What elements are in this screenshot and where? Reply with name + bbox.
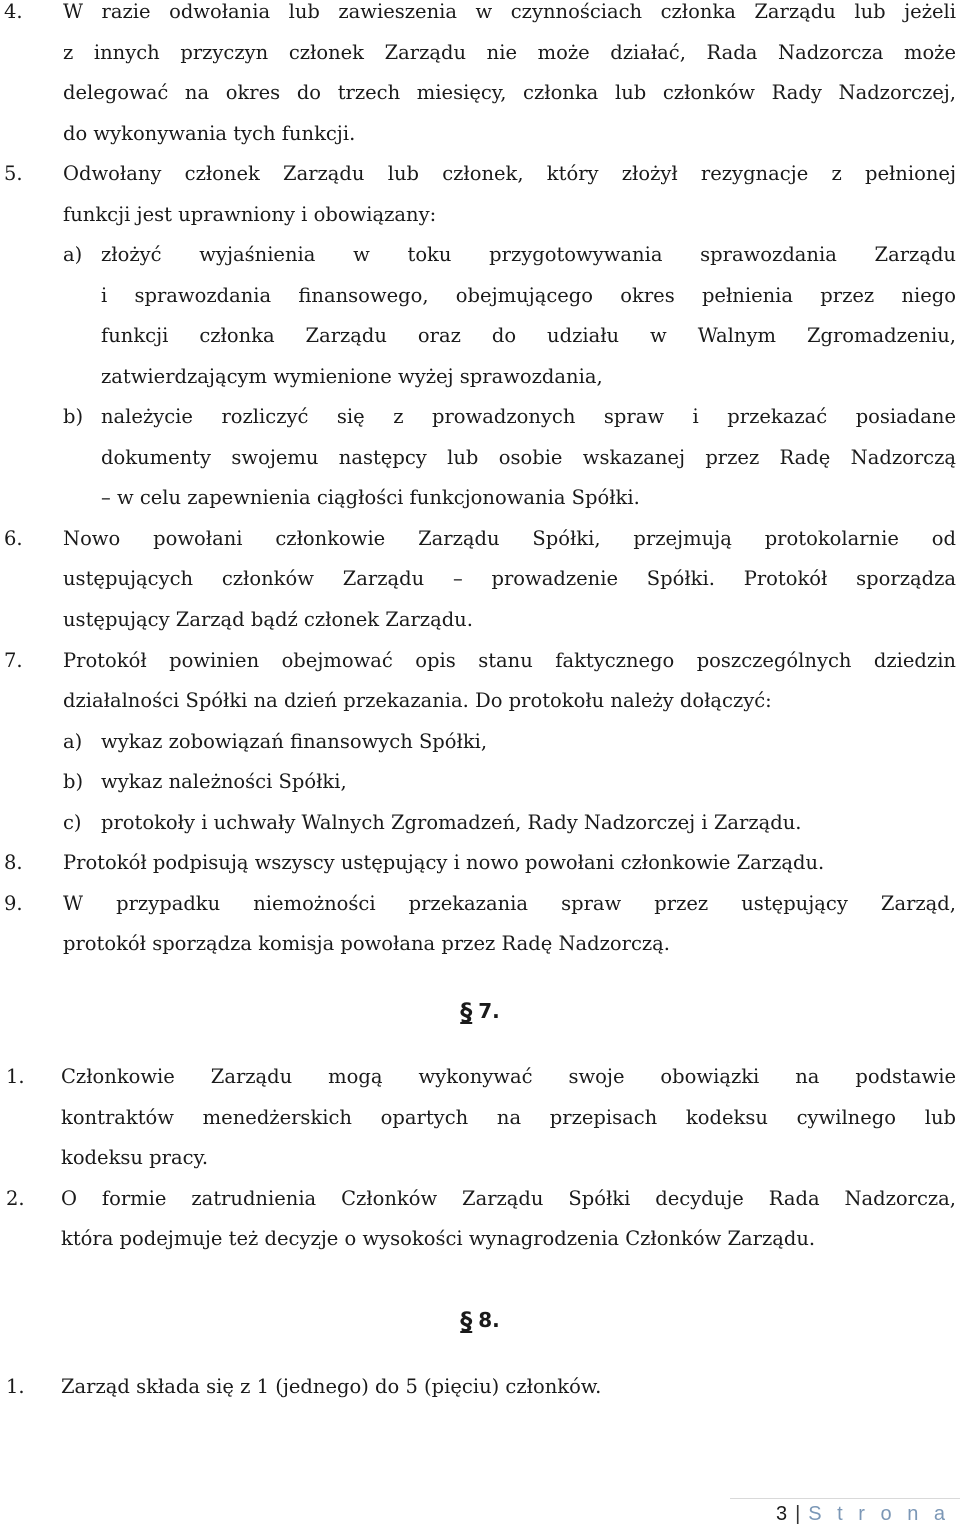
- paragraph-line: [0, 1138, 960, 1178]
- list-item-text: wykaz zobowiązań finansowych Spółki,: [101, 730, 488, 753]
- page-number: 3: [775, 1503, 788, 1525]
- list-item-line: [0, 438, 960, 478]
- paragraph-text: W razie odwołania lub zawieszenia w czynnościach członka Zarządu lub jeżeli: [63, 0, 956, 23]
- paragraph-line: [0, 681, 960, 721]
- paragraph-line: [0, 1098, 960, 1138]
- list-item-text: zatwierdzającym wymienione wyżej sprawozdania,: [101, 365, 603, 388]
- paragraph-line: [0, 884, 960, 924]
- paragraph-number: 9.: [4, 892, 23, 915]
- paragraph-text: kontraktów menedżerskich opartych na przepisach kodeksu cywilnego lub: [61, 1106, 956, 1129]
- paragraph-line: [0, 641, 960, 681]
- page-footer: [0, 1498, 950, 1530]
- list-item-text: protokoły i uchwały Walnych Zgromadzeń, Rady Nadzorczej i Zarządu.: [101, 811, 802, 834]
- paragraph-number: 4.: [4, 0, 23, 23]
- paragraph-line: [0, 1367, 960, 1407]
- list-item-line: [0, 276, 960, 316]
- paragraph-text: Protokół podpisują wszyscy ustępujący i nowo powołani członkowie Zarządu.: [63, 851, 825, 874]
- paragraph-line: [0, 1179, 960, 1219]
- paragraph-number: 8.: [4, 851, 23, 874]
- paragraph-number: 5.: [4, 162, 23, 185]
- paragraph-text: delegować na okres do trzech miesięcy, członka lub członków Rady Nadzorczej,: [63, 81, 956, 104]
- paragraph-text: Protokół powinien obejmować opis stanu faktycznego poszczególnych dziedzin: [63, 649, 956, 672]
- paragraph-text: ustępujących członków Zarządu – prowadzenie Spółki. Protokół sporządza: [63, 567, 956, 590]
- list-item-line: [0, 397, 960, 437]
- paragraph-line: [0, 154, 960, 194]
- list-item-text: funkcji członka Zarządu oraz do udziału w Walnym Zgromadzeniu,: [101, 324, 956, 347]
- list-item-text: złożyć wyjaśnienia w toku przygotowywania sprawozdania Zarządu: [101, 243, 956, 266]
- paragraph-text: która podejmuje też decyzje o wysokości wynagrodzenia Członków Zarządu.: [61, 1227, 816, 1250]
- paragraph-number: 7.: [4, 649, 23, 672]
- section-number: 7.: [478, 999, 500, 1023]
- paragraph-text: protokół sporządza komisja powołana przez Radę Nadzorczą.: [63, 932, 670, 955]
- paragraph-text: Członkowie Zarządu mogą wykonywać swoje obowiązki na podstawie: [61, 1065, 956, 1088]
- list-item-label: b): [63, 770, 84, 793]
- list-item-label: b): [63, 405, 84, 428]
- list-item-line: [0, 235, 960, 275]
- paragraph-line: [0, 924, 960, 964]
- list-item-line: [0, 316, 960, 356]
- section-symbol: §: [460, 998, 473, 1026]
- paragraph-number: 1.: [6, 1375, 25, 1398]
- paragraph-line: [0, 195, 960, 235]
- paragraph-text: kodeksu pracy.: [61, 1146, 209, 1169]
- paragraph-text: Nowo powołani członkowie Zarządu Spółki, przejmują protokolarnie od: [63, 527, 956, 550]
- footer-separator: |: [795, 1503, 801, 1525]
- paragraph-number: 6.: [4, 527, 23, 550]
- section-heading: [0, 991, 960, 1031]
- list-item-line: [0, 722, 960, 762]
- paragraph-line: [0, 1219, 960, 1259]
- paragraph-text: Odwołany członek Zarządu lub członek, który złożył rezygnacje z pełnionej: [63, 162, 956, 185]
- list-item-label: c): [63, 811, 82, 834]
- paragraph-number: 2.: [6, 1187, 25, 1210]
- paragraph-number: 1.: [6, 1065, 25, 1088]
- paragraph-line: [0, 519, 960, 559]
- paragraph-line: [0, 0, 960, 32]
- paragraph-text: Zarząd składa się z 1 (jednego) do 5 (pięciu) członków.: [61, 1375, 602, 1398]
- paragraph-line: [0, 114, 960, 154]
- section-number: 8.: [478, 1308, 500, 1332]
- paragraph-text: W przypadku niemożności przekazania spraw przez ustępujący Zarząd,: [63, 892, 956, 915]
- list-item-label: a): [63, 730, 83, 753]
- paragraph-line: [0, 73, 960, 113]
- section-symbol: §: [460, 1307, 473, 1335]
- paragraph-text: działalności Spółki na dzień przekazania. Do protokołu należy dołączyć:: [63, 689, 772, 712]
- section-heading: [0, 1300, 960, 1340]
- list-item-line: [0, 478, 960, 518]
- paragraph-text: O formie zatrudnienia Członków Zarządu Spółki decyduje Rada Nadzorcza,: [61, 1187, 956, 1210]
- paragraph-line: [0, 600, 960, 640]
- list-item-line: [0, 357, 960, 397]
- paragraph-line: [0, 1057, 960, 1097]
- list-item-text: i sprawozdania finansowego, obejmującego okres pełnienia przez niego: [101, 284, 956, 307]
- paragraph-line: [0, 559, 960, 599]
- paragraph-line: [0, 33, 960, 73]
- paragraph-text: do wykonywania tych funkcji.: [63, 122, 356, 145]
- list-item-text: wykaz należności Spółki,: [101, 770, 347, 793]
- paragraph-text: ustępujący Zarząd bądź członek Zarządu.: [63, 608, 473, 631]
- page-label: S t r o n a: [808, 1503, 950, 1525]
- paragraph-text: funkcji jest uprawniony i obowiązany:: [63, 203, 437, 226]
- list-item-label: a): [63, 243, 83, 266]
- list-item-text: – w celu zapewnienia ciągłości funkcjonowania Spółki.: [101, 486, 640, 509]
- list-item-text: dokumenty swojemu następcy lub osobie wskazanej przez Radę Nadzorczą: [101, 446, 956, 469]
- paragraph-line: [0, 843, 960, 883]
- list-item-line: [0, 803, 960, 843]
- list-item-text: należycie rozliczyć się z prowadzonych spraw i przekazać posiadane: [101, 405, 956, 428]
- paragraph-text: z innych przyczyn członek Zarządu nie może działać, Rada Nadzorcza może: [63, 41, 956, 64]
- list-item-line: [0, 762, 960, 802]
